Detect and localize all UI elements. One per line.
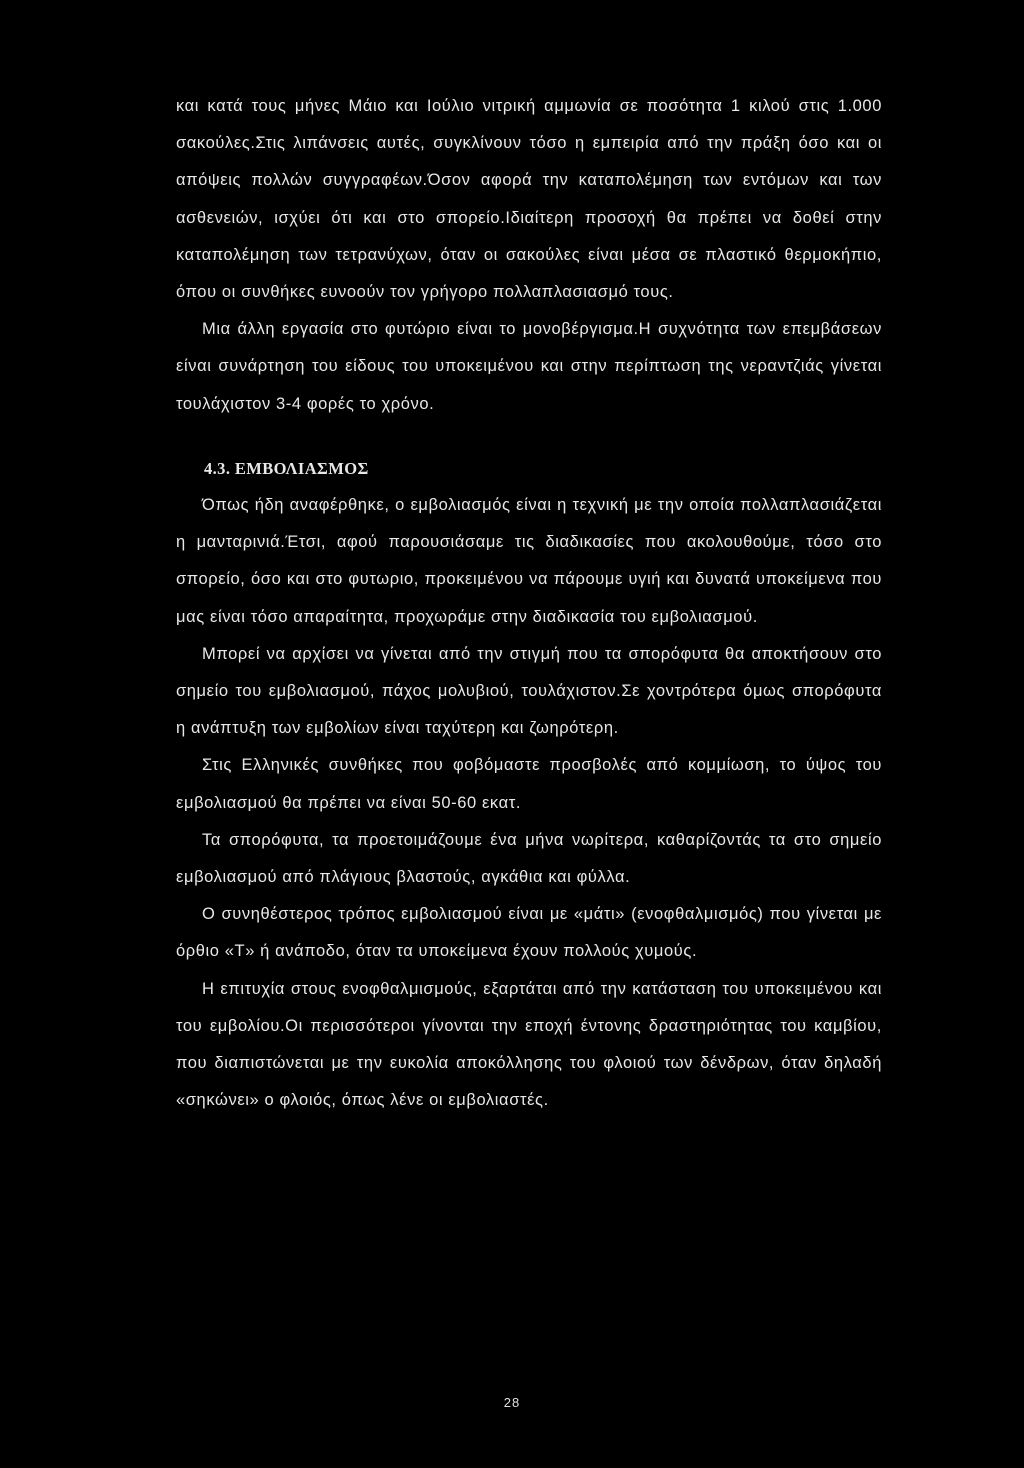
paragraph-grafting-intro: Όπως ήδη αναφέρθηκε, ο εμβολιασμός είναι η τεχνική με την οποία πολλαπλασιάζεται η μανταρινιά.Έτσι, αφού παρουσιάσαμε τις διαδικασίες που ακολουθούμε, τόσο στο σπορείο, όσο και στο φυτωριο, προκειμένου να πάρουμε υγιή και δυνατά υποκείμενα που μας είναι τόσο απαραίτητα, προχωράμε στην διαδικασία του εμβολιασμού. — [176, 496, 882, 626]
paragraph-pruning: Μια άλλη εργασία στο φυτώριο είναι το μονοβέργισμα.Η συχνότητα των επεμβάσεων είναι συνάρτηση του είδους του υποκειμένου και στην περίπτωση της νεραντζιάς γίνεται τουλάχιστον 3-4 φορές το χρόνο. — [176, 320, 882, 413]
page-number: 28 — [503, 1395, 521, 1410]
paragraph-budding-success: Η επιτυχία στους ενοφθαλμισμούς, εξαρτάται από την κατάσταση του υποκειμένου και του εμβολίου.Οι περισσότεροι γίνονται την εποχή έντονης δραστηριότητας του καμβίου, που διαπιστώνεται με την ευκολία αποκόλλησης του φλοιού των δένδρων, όταν δηλαδή «σηκώνει» ο φλοιός, όπως λένε οι εμβολιαστές. — [176, 979, 882, 1110]
paragraph-grafting-height: Στις Ελληνικές συνθήκες που φοβόμαστε προσβολές από κομμίωση, το ύψος του εμβολιασμού θα πρέπει να είναι 50-60 εκατ. — [176, 756, 882, 812]
section-heading-grafting: 4.3. ΕΜΒΟΛΙΑΣΜΟΣ — [204, 458, 369, 478]
document-page — [176, 88, 882, 1119]
paragraph-budding-method: Ο συνηθέστερος τρόπος εμβολιασμού είναι με «μάτι» (ενοφθαλμισμός) που γίνεται με όρθιο «Τ» ή ανάποδο, όταν τα υποκείμενα έχουν πολλούς χυμούς. — [176, 905, 882, 961]
paragraph-seedling-preparation: Τα σπορόφυτα, τα προετοιμάζουμε ένα μήνα νωρίτερα, καθαρίζοντάς τα στο σημείο εμβολιασμού από πλάγιους βλαστούς, αγκάθια και φύλλα. — [176, 830, 882, 887]
section-spacer — [176, 423, 882, 450]
paragraph-fertilization-pests: και κατά τους μήνες Μάιο και Ιούλιο νιτρική αμμωνία σε ποσότητα 1 κιλού στις 1.000 σακούλες.Στις λιπάνσεις αυτές, συγκλίνουν τόσο η εμπειρία από την πράξη όσο και οι απόψεις πολλών συγγραφέων.Όσον αφορά την καταπολέμηση των εντόμων και των ασθενειών, ισχύει ότι και στο σπορείο.Ιδιαίτερη προσοχή θα πρέπει να δοθεί στην καταπολέμηση των τετρανύχων, όταν οι σακούλες είναι μέσα σε πλαστικό θερμοκήπιο, όπου οι συνθήκες ευνοούν τον γρήγορο πολλαπλασιασμό τους. — [176, 97, 882, 302]
paragraph-grafting-timing: Μπορεί να αρχίσει να γίνεται από την στιγμή που τα σπορόφυτα θα αποκτήσουν στο σημείο του εμβολιασμού, πάχος μολυβιού, τουλάχιστον.Σε χοντρότερα όμως σπορόφυτα η ανάπτυξη των εμβολίων είναι ταχύτερη και ζωηρότερη. — [176, 644, 882, 738]
